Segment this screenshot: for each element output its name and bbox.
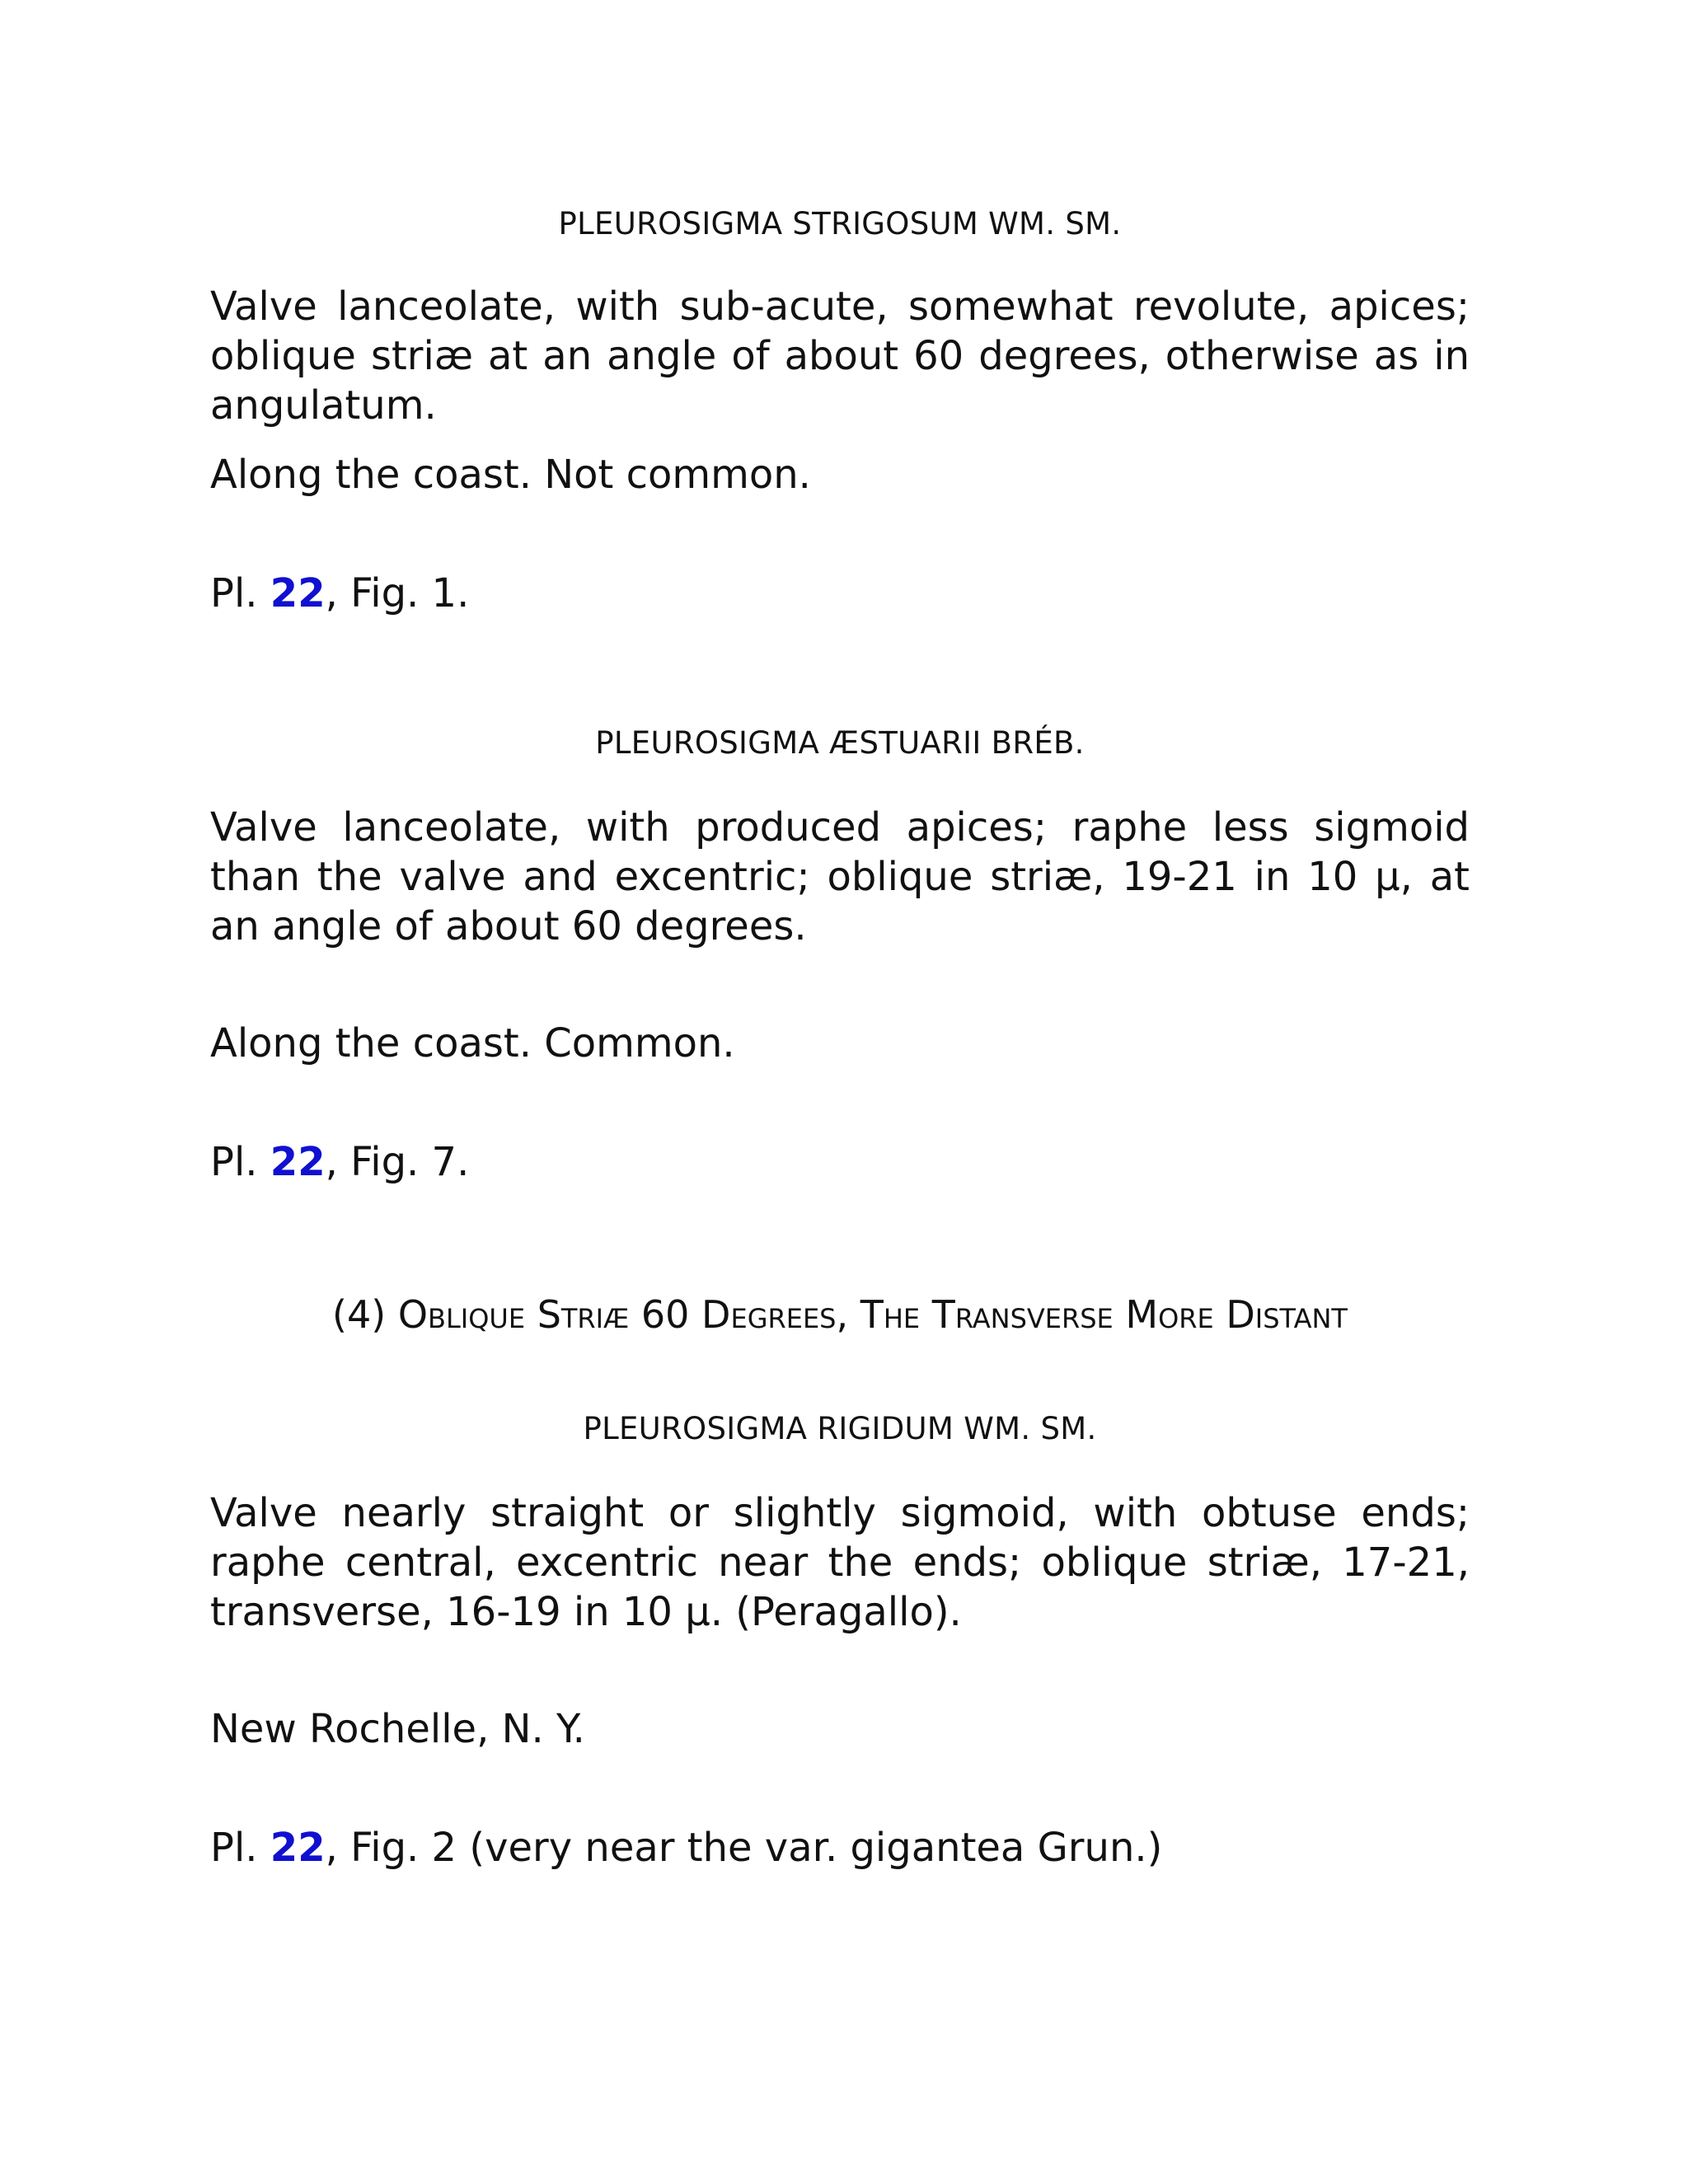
plate-figure: , Fig. 7. bbox=[325, 1139, 470, 1185]
species-title-strigosum: PLEUROSIGMA STRIGOSUM WM. SM. bbox=[558, 206, 1122, 241]
species-title-rigidum: PLEUROSIGMA RIGIDUM WM. SM. bbox=[583, 1411, 1097, 1446]
plate-22-link[interactable]: 22 bbox=[270, 1139, 326, 1185]
plate-reference-aestuarii bbox=[210, 1137, 1470, 1187]
plate-figure: , Fig. 2 (very near the var. gigantea Grun.) bbox=[325, 1825, 1163, 1871]
plate-figure: , Fig. 1. bbox=[325, 570, 470, 616]
species-description-strigosum: Valve lanceolate, with sub-acute, somewhat revolute, apices; oblique striæ at an angle of about 60 degrees, otherwise as in angulatum. bbox=[210, 284, 1470, 429]
species-description-aestuarii: Valve lanceolate, with produced apices; raphe less sigmoid than the valve and excentric; oblique striæ, 19-21 in 10 μ, at an angle of about 60 degrees. bbox=[210, 804, 1470, 949]
plate-prefix: Pl. bbox=[210, 570, 270, 616]
plate-prefix: Pl. bbox=[210, 1825, 270, 1871]
plate-prefix: Pl. bbox=[210, 1139, 270, 1185]
species-locality-rigidum: New Rochelle, N. Y. bbox=[210, 1706, 585, 1752]
section-heading-text: (4) Oblique Striæ 60 Degrees, The Transverse More Distant bbox=[332, 1292, 1348, 1337]
species-description-rigidum: Valve nearly straight or slightly sigmoid, with obtuse ends; raphe central, excentric near the ends; oblique striæ, 17-21, transverse, 16-19 in 10 μ. (Peragallo). bbox=[210, 1490, 1470, 1635]
plate-22-link[interactable]: 22 bbox=[270, 1825, 326, 1871]
species-locality-strigosum: Along the coast. Not common. bbox=[210, 452, 811, 498]
plate-reference-rigidum bbox=[210, 1823, 1470, 1872]
section-heading bbox=[210, 1292, 1470, 1337]
species-locality-aestuarii: Along the coast. Common. bbox=[210, 1020, 735, 1066]
plate-22-link[interactable]: 22 bbox=[270, 570, 326, 616]
plate-reference-strigosum bbox=[210, 569, 1470, 618]
species-title-aestuarii: PLEUROSIGMA ÆSTUARII BRÉB. bbox=[595, 725, 1085, 761]
